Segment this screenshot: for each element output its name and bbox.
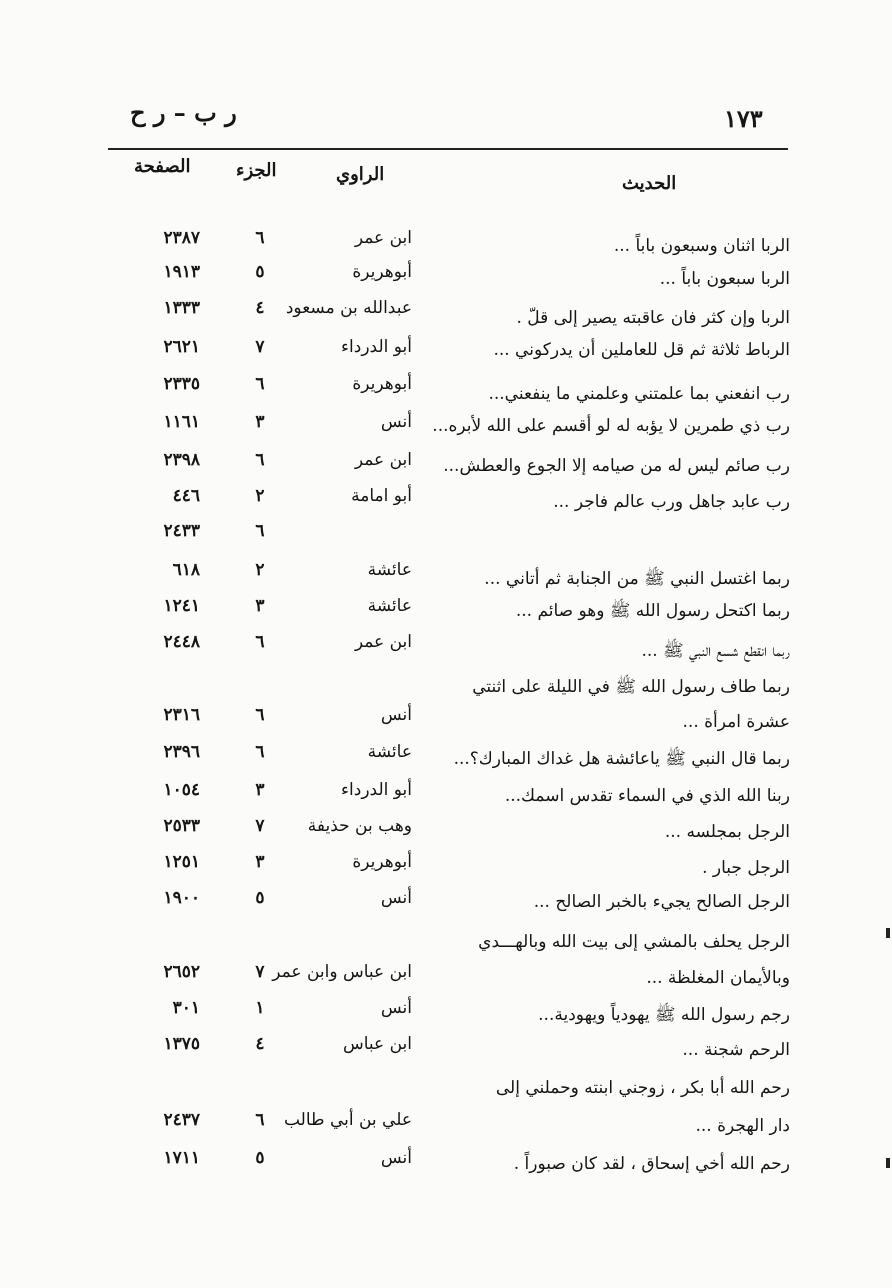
hadith-text: الرجل يحلف بالمشي إلى بيت الله وبالهـــدي (478, 932, 790, 952)
narrator-name: عائشة (367, 596, 412, 616)
page-reference: ١١٦١ (163, 412, 200, 432)
page-reference: ٢٥٣٣ (163, 816, 200, 836)
hadith-text: الرحم شجنة ... (682, 1040, 790, 1060)
volume-number: ٦ (255, 705, 265, 725)
column-header-volume: الجزء (236, 160, 277, 181)
volume-number: ٣ (255, 852, 265, 872)
hadith-text: رب ذي طمرين لا يؤبه له لو أقسم على الله لأبره... (432, 416, 790, 436)
hadith-text: الربا اثنان وسبعون باباً ... (613, 236, 790, 256)
narrator-name: ابن عمر (354, 632, 412, 652)
narrator-name: علي بن أبي طالب (283, 1110, 412, 1130)
page-reference: ٢٣١٦ (163, 705, 200, 725)
hadith-text: الرجل جبار . (702, 858, 790, 878)
page-reference: ١٢٤١ (163, 596, 200, 616)
column-header-page: الصفحة (134, 156, 191, 177)
page-reference: ٢٣٩٦ (163, 742, 200, 762)
hadith-text: وبالأيمان المغلظة ... (646, 968, 790, 988)
narrator-name: أنس (380, 998, 412, 1018)
volume-number: ٥ (255, 888, 265, 908)
scan-mark (886, 1158, 890, 1168)
narrator-name: أبو الدرداء (341, 337, 412, 357)
hadith-text: ربما اكتحل رسول الله ﷺ وهو صائم ... (515, 601, 790, 621)
hadith-text: الربا وإن كثر فان عاقبته يصير إلى قلّ . (516, 308, 790, 328)
volume-number: ٢ (255, 486, 265, 506)
page-reference: ١٩٠٠ (163, 888, 200, 908)
page-reference: ١٢٥١ (163, 852, 200, 872)
page-reference: ٢٦٢١ (163, 337, 200, 357)
narrator-name: أنس (380, 412, 412, 432)
hadith-text: الربا سبعون باباً ... (659, 269, 790, 289)
page-reference: ٣٠١ (172, 998, 200, 1018)
column-header-narrator: الراوي (336, 164, 385, 185)
running-header: ر ب – ر ح (130, 98, 237, 127)
hadith-text: ربما قال النبي ﷺ ياعائشة هل غداك المبارك؟... (453, 749, 790, 769)
page-reference: ٤٤٦ (172, 486, 200, 506)
narrator-name: عبدالله بن مسعود (285, 298, 412, 318)
narrator-name: أبوهريرة (352, 852, 412, 872)
page-reference: ١٣٣٣ (163, 298, 200, 318)
page-reference: ٢٦٥٢ (163, 962, 200, 982)
column-header-hadith: الحديث (622, 173, 677, 194)
volume-number: ٣ (255, 780, 265, 800)
volume-number: ٤ (255, 298, 265, 318)
hadith-text: ربما طاف رسول الله ﷺ في الليلة على اثنتي (472, 677, 790, 697)
volume-number: ٦ (255, 521, 265, 541)
page-reference: ١٩١٣ (163, 262, 200, 282)
volume-number: ٢ (255, 560, 265, 580)
volume-number: ٦ (255, 450, 265, 470)
narrator-name: أنس (380, 705, 412, 725)
hadith-text: رجم رسول الله ﷺ يهودياً ويهودية... (538, 1005, 790, 1025)
volume-number: ٧ (255, 962, 265, 982)
page-reference: ٦١٨ (172, 560, 200, 580)
narrator-name: أنس (380, 888, 412, 908)
page-reference: ٢٤٤٨ (163, 632, 200, 652)
narrator-name: أنس (380, 1148, 412, 1168)
hadith-text: الرباط ثلاثة ثم قل للعاملين أن يدركوني ... (493, 340, 790, 360)
volume-number: ٤ (255, 1034, 265, 1054)
narrator-name: أبو امامة (351, 486, 412, 506)
volume-number: ٦ (255, 632, 265, 652)
scan-mark (886, 928, 890, 938)
volume-number: ١ (255, 998, 265, 1018)
page-reference: ٢٣٩٨ (163, 450, 200, 470)
hadith-text: رحم الله أخي إسحاق ، لقد كان صبوراً . (513, 1154, 790, 1174)
volume-number: ٥ (255, 1148, 265, 1168)
page-reference: ٢٤٣٣ (163, 521, 200, 541)
narrator-name: أبوهريرة (352, 262, 412, 282)
volume-number: ٦ (255, 374, 265, 394)
narrator-name: عائشة (367, 560, 412, 580)
hadith-text: ربما اغتسل النبي ﷺ من الجنابة ثم أتاني ... (484, 569, 790, 589)
page-reference: ٢٣٣٥ (163, 374, 200, 394)
page-reference: ٢٤٣٧ (163, 1110, 200, 1130)
narrator-name: أبوهريرة (352, 374, 412, 394)
volume-number: ٧ (255, 816, 265, 836)
volume-number: ٧ (255, 337, 265, 357)
hadith-text: ربما انقطع شسع النبي ﷺ ... (641, 641, 790, 661)
volume-number: ٥ (255, 262, 265, 282)
hadith-text: الرجل الصالح يجيء بالخبر الصالح ... (533, 892, 790, 912)
page-reference: ١٠٥٤ (163, 780, 200, 800)
hadith-text: الرجل بمجلسه ... (664, 822, 790, 842)
page-reference: ١٧١١ (163, 1148, 200, 1168)
page-reference: ٢٣٨٧ (163, 228, 200, 248)
page-reference: ١٣٧٥ (163, 1034, 200, 1054)
hadith-text: دار الهجرة ... (695, 1116, 790, 1136)
hadith-text: رب صائم ليس له من صيامه إلا الجوع والعطش... (443, 456, 790, 476)
volume-number: ٣ (255, 596, 265, 616)
narrator-name: أبو الدرداء (341, 780, 412, 800)
volume-number: ٣ (255, 412, 265, 432)
hadith-text: ربنا الله الذي في السماء تقدس اسمك... (504, 786, 790, 806)
narrator-name: عائشة (367, 742, 412, 762)
hadith-text: رب انفعني بما علمتني وعلمني ما ينفعني... (488, 384, 790, 404)
narrator-name: ابن عباس وابن عمر (272, 962, 412, 982)
narrator-name: ابن عمر (354, 228, 412, 248)
hadith-text: عشرة امرأة ... (682, 712, 790, 732)
narrator-name: ابن عباس (342, 1034, 412, 1054)
volume-number: ٦ (255, 228, 265, 248)
hadith-text: رحم الله أبا بكر ، زوجني ابنته وحملني إلى (495, 1078, 790, 1098)
narrator-name: ابن عمر (354, 450, 412, 470)
header-rule (108, 148, 788, 150)
page-number: ١٧٣ (724, 104, 763, 133)
volume-number: ٦ (255, 1110, 265, 1130)
volume-number: ٦ (255, 742, 265, 762)
hadith-text: رب عابد جاهل ورب عالم فاجر ... (553, 492, 790, 512)
narrator-name: وهب بن حذيفة (307, 816, 412, 836)
